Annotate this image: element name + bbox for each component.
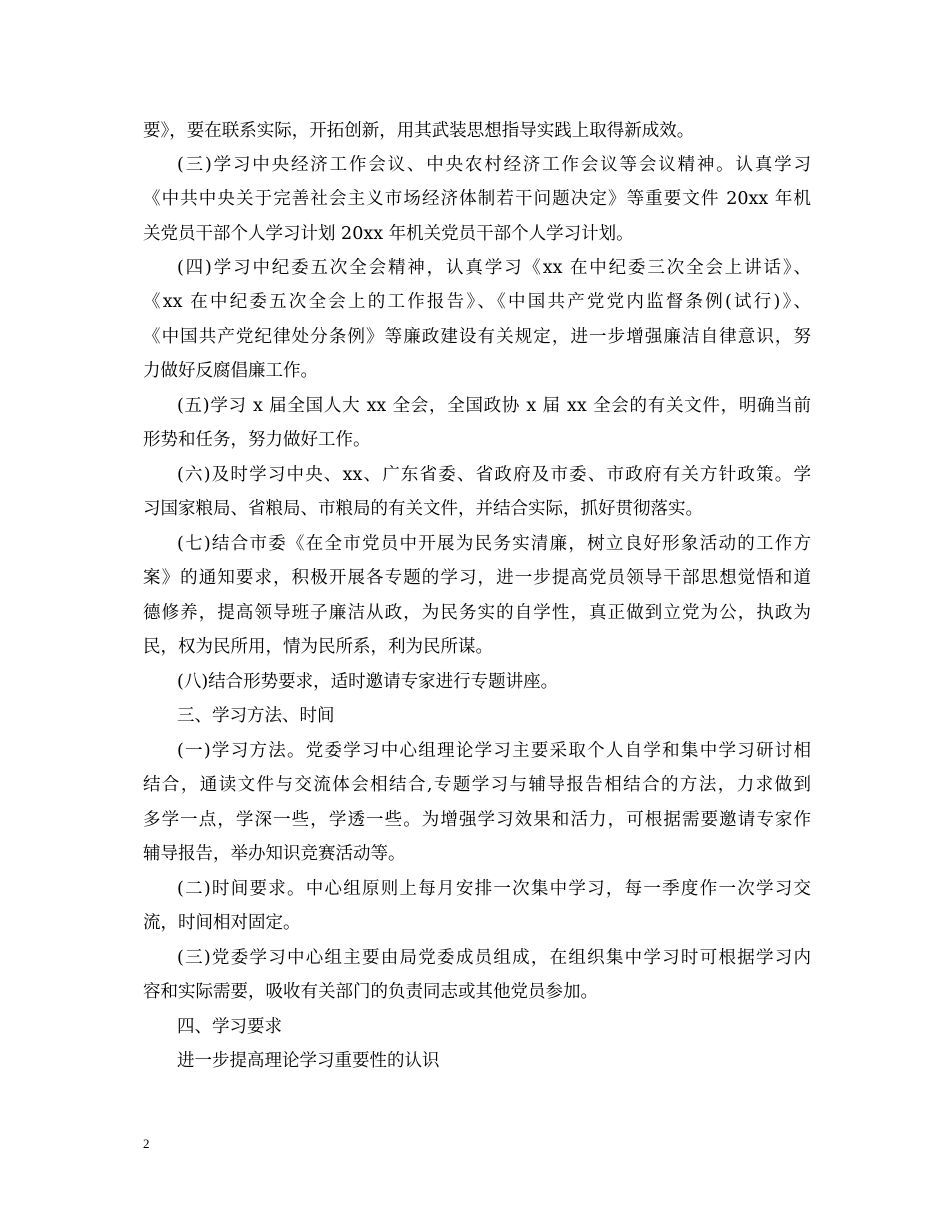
text-line: 多学一点，学深一些，学透一些。为增强学习效果和活力，可根据需要邀请专家作 (143, 810, 811, 830)
text-line: 案》的通知要求，积极开展各专题的学习，进一步提高党员领导干部思想觉悟和道 (143, 568, 811, 588)
text-line: (一)学习方法。党委学习中心组理论学习主要采取个人自学和集中学习研讨相 (177, 741, 811, 761)
text-line: (三)党委学习中心组主要由局党委成员组成，在组织集中学习时可根据学习内 (177, 948, 811, 968)
text-line: 辅导报告，举办知识竞赛活动等。 (143, 844, 406, 864)
text-line: 德修养，提高领导班子廉洁从政，为民务实的自学性，真正做到立党为公，执政为 (143, 603, 811, 623)
text-line: (三)学习中央经济工作会议、中央农村经济工作会议等会议精神。认真学习 (177, 155, 811, 175)
text-line: (八)结合形势要求，适时邀请专家进行专题讲座。 (177, 672, 559, 692)
text-line: 形势和任务，努力做好工作。 (143, 430, 371, 450)
text-line: 习国家粮局、省粮局、市粮局的有关文件，并结合实际，抓好贯彻落实。 (143, 499, 703, 519)
text-line: (二)时间要求。中心组原则上每月安排一次集中学习，每一季度作一次学习交 (177, 879, 811, 899)
text-line: 《中国共产党纪律处分条例》等廉政建设有关规定，进一步增强廉洁自律意识，努 (143, 327, 811, 347)
text-line: 结合，通读文件与交流体会相结合,专题学习与辅导报告相结合的方法，力求做到 (143, 775, 811, 795)
text-line: 民，权为民所用，情为民所系，利为民所谋。 (143, 637, 493, 657)
text-line: 力做好反腐倡廉工作。 (143, 361, 318, 381)
text-line: (七)结合市委《在全市党员中开展为民务实清廉，树立良好形象活动的工作方 (177, 534, 811, 554)
text-line: 流，时间相对固定。 (143, 913, 301, 933)
section-heading: 三、学习方法、时间 (177, 706, 335, 726)
text-line: (六)及时学习中央、xx、广东省委、省政府及市委、市政府有关方针政策。学 (177, 465, 811, 485)
text-line: (四)学习中纪委五次全会精神，认真学习《xx 在中纪委三次全会上讲话》、 (177, 258, 811, 278)
section-heading: 四、学习要求 (177, 1017, 282, 1037)
text-line: 关党员干部个人学习计划 20xx 年机关党员干部个人学习计划。 (143, 224, 634, 244)
text-line: (五)学习 x 届全国人大 xx 全会，全国政协 x 届 xx 全会的有关文件，明确当前 (177, 396, 811, 416)
page-number: 2 (143, 1136, 150, 1151)
text-line: 进一步提高理论学习重要性的认识 (177, 1051, 440, 1071)
text-line: 《中共中央关于完善社会主义市场经济体制若干问题决定》等重要文件 20xx 年机 (143, 189, 811, 209)
text-line: 《xx 在中纪委五次全会上的工作报告》、《中国共产党党内监督条例(试行)》、 (143, 292, 811, 312)
text-line: 要》，要在联系实际，开拓创新，用其武装思想指导实践上取得新成效。 (143, 121, 695, 141)
text-line: 容和实际需要，吸收有关部门的负责同志或其他党员参加。 (143, 982, 598, 1002)
